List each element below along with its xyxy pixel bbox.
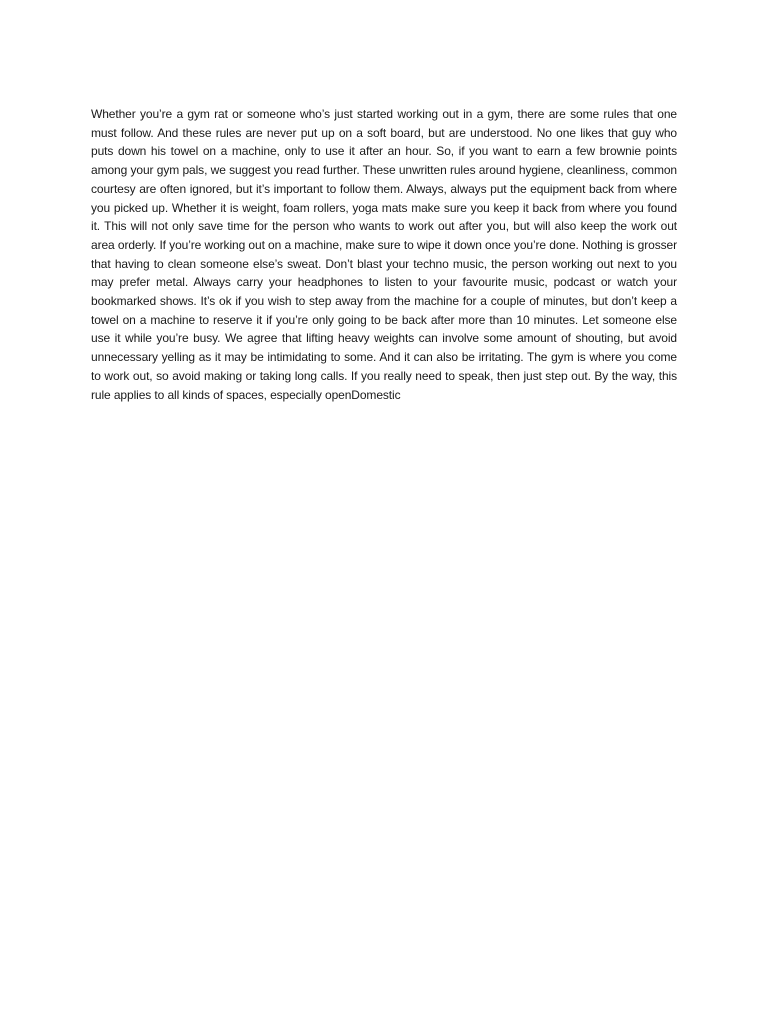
body-paragraph: Whether you’re a gym rat or someone who’s just started working out in a gym, there are some rules that one must follow. And these rules are never put up on a soft board, but are understood. No one likes that guy who puts down his towel on a machine, only to use it after an hour. So, if you want to earn a few brownie points among your gym pals, we suggest you read further. These unwritten rules around hygiene, cleanliness, common courtesy are often ignored, but it’s important to follow them. Always, always put the equipment back from where you picked up. Whether it is weight, foam rollers, yoga mats make sure you keep it back from where you found it. This will not only save time for the person who wants to work out after you, but will also keep the work out area orderly. If you’re working out on a machine, make sure to wipe it down once you’re done. Nothing is grosser that having to clean someone else’s sweat. Don’t blast your techno music, the person working out next to you may prefer metal. Always carry your headphones to listen to your favourite music, podcast or watch your bookmarked shows. It’s ok if you wish to step away from the machine for a couple of minutes, but don’t keep a towel on a machine to reserve it if you’re only going to be back after more than 10 minutes. Let someone else use it while you’re busy. We agree that lifting heavy weights can involve some amount of shouting, but avoid unnecessary yelling as it may be intimidating to some. And it can also be irritating. The gym is where you come to work out, so avoid making or taking long calls. If you really need to speak, then just step out. By the way, this rule applies to all kinds of spaces, especially openDomestic bbox=[91, 107, 677, 402]
